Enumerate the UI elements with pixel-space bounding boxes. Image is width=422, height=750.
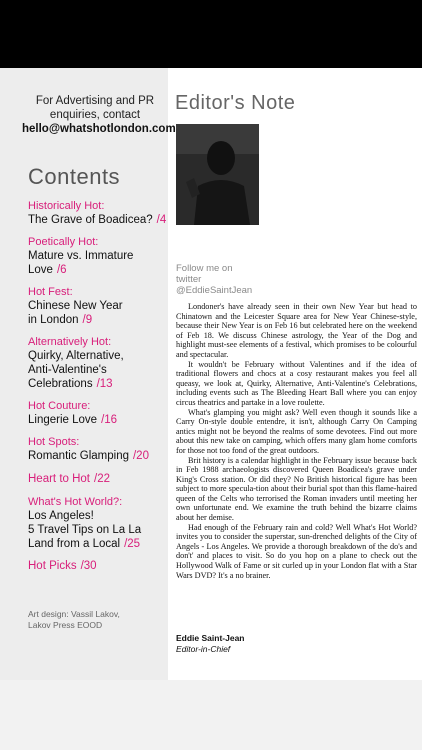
table-of-contents [28,199,168,573]
toc-title-line [28,509,168,523]
toc-title-line [28,523,168,537]
toc-category: Poetically Hot: [28,236,99,248]
signature-name: Eddie Saint-Jean [176,633,245,643]
toc-category: Hot Couture: [28,400,91,412]
advertising-line-2: enquiries, contact [49,109,141,121]
toc-item[interactable] [28,472,168,486]
toc-page-number: /25 [124,538,141,550]
toc-category: Hot Fest: [28,286,73,298]
toc-page-number: /13 [96,378,113,390]
credit-line-1: Art design: Vassil Lakov, [28,609,120,619]
toc-page-number: /4 [156,214,167,226]
toc-title-line [28,363,168,377]
toc-title-text: Romantic Glamping [28,450,129,462]
magazine-page [0,68,422,680]
toc-title-text: Land from a Local [28,538,121,550]
toc-title-line [28,449,168,463]
toc-title-line [28,377,168,391]
toc-title-line [28,559,168,573]
toc-title-line [28,263,168,277]
toc-title-line [28,349,168,363]
toc-item[interactable] [28,285,168,327]
toc-title-line [28,472,168,486]
toc-page-number: /16 [101,414,118,426]
editors-note-column [168,68,422,680]
art-credit [28,609,166,631]
twitter-handle-link[interactable]: @EddieSaintJean [176,285,253,296]
toc-title-text: Quirky, Alternative, [28,350,124,362]
toc-item[interactable] [28,495,168,551]
toc-title-text: 5 Travel Tips on La La [28,524,142,536]
toc-title-text: Mature vs. Immature [28,250,134,262]
signature-role: Editor-in-Chief [176,644,231,654]
contents-sidebar [0,68,176,680]
top-bar [0,0,422,68]
body-paragraph: Brit history is a calendar highlight in the February issue because back in Feb 1988 archaeologists discovered Queen Boadicea's grave under King's Cross station. Or did they? No British historical figure has been subject to more specula-tion about their burial spot than this flame-haired queen of the Celts who terrorised the Roman invaders until meeting her own unfortunate end. We examine the truth behind the bizarre claims about her demise. [176,455,417,523]
toc-category: Historically Hot: [28,200,105,212]
body-paragraph: It wouldn't be February without Valentines and if the idea of traditional flowers and chocs at a cosy restaurant makes you feel all queasy, we look at, Quirky, Alternative, Anti-Valentine's Celebrations, including events such as The Bleeding Heart Ball where you can enjoy circus theatrics and partake in a love roulette. [176,359,417,407]
editors-note-body [176,302,417,580]
toc-title-line [28,249,168,263]
follow-line-2: twitter [176,274,202,285]
toc-item[interactable] [28,399,168,427]
toc-title-text: Hot Picks [28,560,77,572]
follow-line-1: Follow me on [176,263,233,274]
toc-page-number: /22 [94,473,110,485]
twitter-follow [176,263,252,296]
contents-heading: Contents [28,164,121,189]
toc-page-number: /6 [56,264,67,276]
toc-page-number: /30 [80,560,97,572]
toc-title-line [28,537,168,551]
toc-category: What's Hot World?: [28,496,123,508]
toc-title-line [28,299,168,313]
bottom-area [0,680,422,750]
toc-title-text: Los Angeles! [28,510,94,522]
toc-page-number: /20 [132,450,149,462]
toc-item[interactable] [28,235,168,277]
body-paragraph: Londoner's have already seen in their own New Year but head to Chinatown and the Leicester Square area for New Year Chinese-style, because their New Year is on Feb 16 but celebrated here on the weekend of Feb 18. We discuss Chinese astrology, the Year of the Dog and highlight must-see elements of a festival, which promises to be colourful and spectacular. [176,302,417,359]
toc-item[interactable] [28,435,168,463]
toc-title-text: Celebrations [28,378,93,390]
toc-item[interactable] [28,559,168,573]
toc-item[interactable] [28,199,168,227]
editor-photo [176,124,259,225]
toc-title-text: Lingerie Love [28,414,98,426]
toc-title-text: Anti-Valentine's [28,364,107,376]
toc-title-text: Chinese New Year [28,300,123,312]
body-paragraph: Had enough of the February rain and cold? Well What's Hot World? invites you to consider the superstar, sun-drenched delights of the City of Angels - Los Angeles. We provide a thorough breakdown of the do's and don't' and places to visit. So do you hop on a plane to check out the Hollywood Walk of Fame or sit curled up in your London flat with a Star Wars DVD? It's a no brainer. [176,522,417,580]
advertising-contact [22,94,176,136]
toc-title-text: Love [28,264,53,276]
toc-title-line [28,413,168,427]
toc-title-text: in London [28,314,79,326]
signature [176,633,245,655]
editors-note-heading: Editor's Note [175,92,296,114]
toc-page-number: /9 [82,314,93,326]
advertising-line-1: For Advertising and PR [35,95,155,107]
advertising-email-link[interactable]: hello@whatshotlondon.com [22,123,176,135]
toc-category: Alternatively Hot: [28,336,112,348]
toc-category: Hot Spots: [28,436,80,448]
toc-title-text: The Grave of Boadicea? [28,214,153,226]
toc-title-line [28,213,168,227]
toc-item[interactable] [28,335,168,391]
toc-title-line [28,313,168,327]
body-paragraph: What's glamping you might ask? Well even though it sounds like a Carry On-style double entendre, it isn't, although Carry On Camping antics might not be beyond the realms of some devotees. Find out more about this new take on camping, which offers many glam home comforts for those not too fond of the great outdoors. [176,407,417,455]
credit-line-2: Lakov Press EOOD [28,620,103,630]
toc-title-text: Heart to Hot [28,473,90,485]
